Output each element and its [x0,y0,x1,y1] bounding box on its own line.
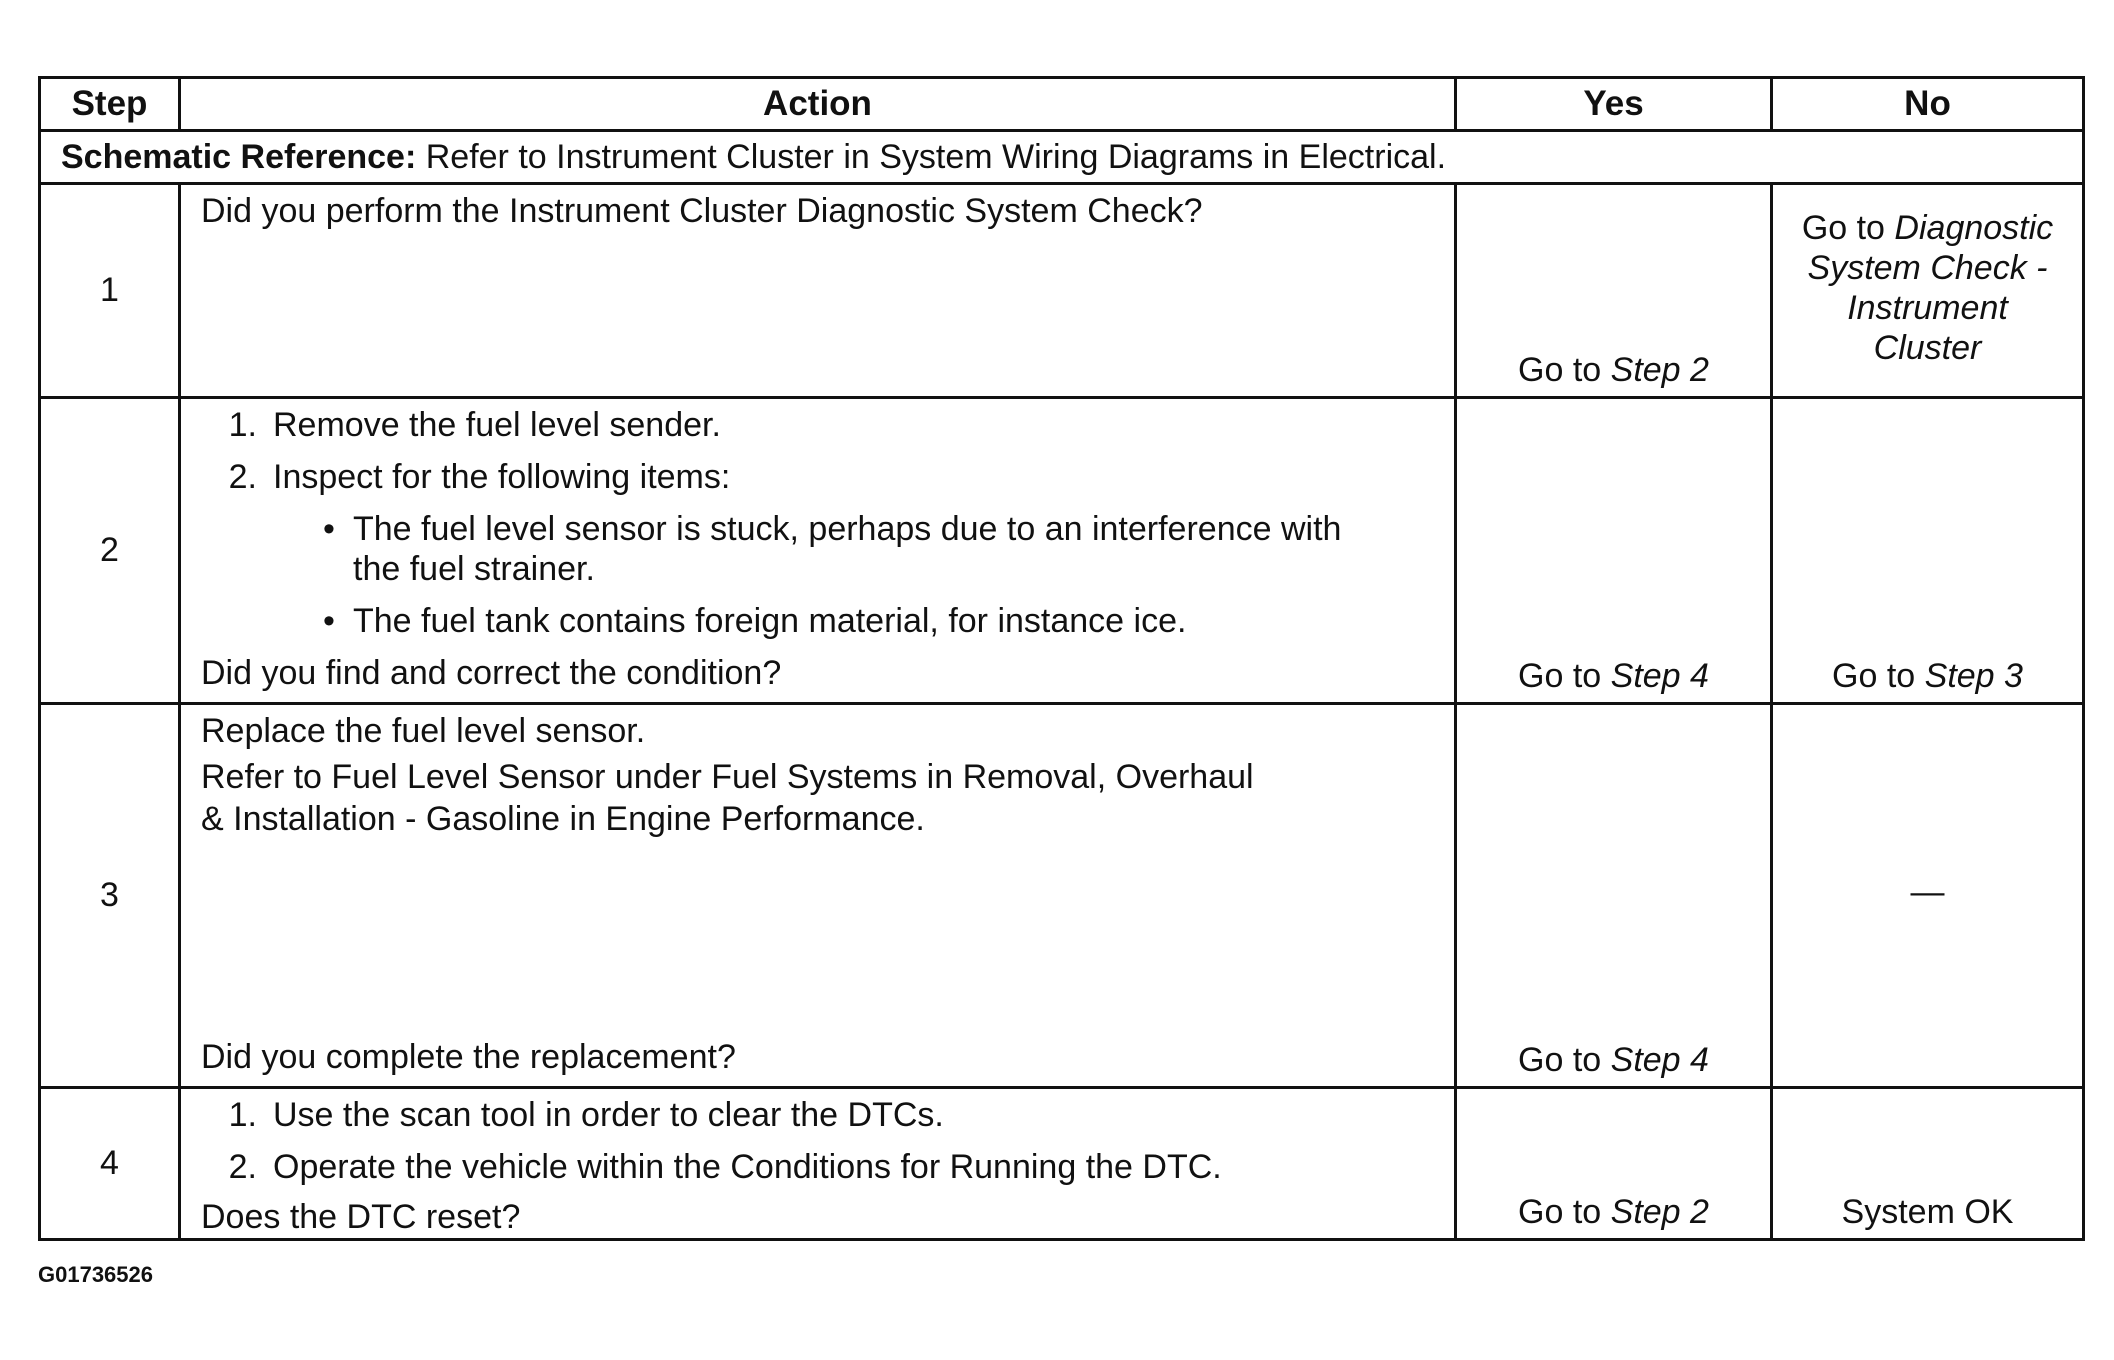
header-yes: Yes [1456,78,1772,131]
table-row [40,1088,2084,1240]
action-text: & Installation - Gasoline in Engine Performance. [201,800,925,838]
item-text: Remove the fuel level sender. [273,406,721,444]
no-ref-link: Diagnostic [1894,208,2054,247]
header-step: Step [40,78,180,131]
action-cell [180,704,1456,1088]
yes-prefix: Go to [1518,1193,1611,1231]
list-item [201,1147,1222,1187]
action-question: Does the DTC reset? [201,1198,521,1236]
schematic-reference [40,131,2084,184]
table-row [40,398,2084,704]
diagnostic-table [38,76,2085,1241]
yes-prefix: Go to [1518,351,1611,389]
item-number: 2. [228,458,257,496]
table-row [40,704,2084,1088]
item-number: 1. [228,406,257,444]
bullet-icon: • [323,602,335,640]
action-cell [180,184,1456,398]
schematic-label: Schematic Reference: [61,137,417,176]
header-no: No [1772,78,2084,131]
schematic-row [40,131,2084,184]
bullet-text: The fuel level sensor is stuck, perhaps due to an interference with [353,510,1342,548]
no-step-link: Step 3 [1924,657,2023,695]
table-row [40,184,2084,398]
yes-prefix: Go to [1518,1041,1611,1079]
bullet-icon: • [323,510,335,548]
figure-id: G01736526 [38,1262,153,1287]
yes-prefix: Go to [1518,657,1611,695]
action-question: Did you complete the replacement? [201,1038,736,1076]
no-prefix: Go to [1801,208,1895,247]
no-ref-link: System Check - [1807,248,2048,287]
step-number: 3 [40,704,180,1088]
action-cell [180,1088,1456,1240]
yes-step-link: Step 2 [1610,351,1709,389]
yes-cell [1456,184,1772,398]
list-item [201,405,721,445]
header-row [40,78,2084,131]
bullet-text-continued: the fuel strainer. [353,550,595,588]
item-number: 2. [228,1148,257,1186]
action-text: Replace the fuel level sensor. [201,712,646,750]
header-action: Action [180,78,1456,131]
item-text: Use the scan tool in order to clear the DTCs. [273,1096,944,1134]
step-number: 4 [40,1088,180,1240]
no-ref-link: Cluster [1873,328,1982,367]
bullet-item [323,509,1341,549]
bullet-item [323,601,1186,641]
yes-step-link: Step 4 [1610,1041,1709,1079]
yes-step-link: Step 2 [1610,1193,1709,1231]
no-cell [1772,184,2084,398]
bullet-text: The fuel tank contains foreign material, for instance ice. [353,602,1187,640]
schematic-text: Refer to Instrument Cluster in System Wiring Diagrams in Electrical. [416,137,1447,176]
action-question: Did you find and correct the condition? [201,654,782,692]
no-cell: System OK [1772,1088,2084,1240]
list-item [201,457,730,497]
list-item [201,1095,944,1135]
item-number: 1. [228,1096,257,1134]
yes-step-link: Step 4 [1610,657,1709,695]
yes-cell [1456,704,1772,1088]
no-cell [1772,398,2084,704]
no-prefix: Go to [1832,657,1925,695]
action-text: Refer to Fuel Level Sensor under Fuel Systems in Removal, Overhaul [201,758,1254,796]
item-text: Operate the vehicle within the Conditions for Running the DTC. [273,1148,1222,1186]
item-text: Inspect for the following items: [273,458,731,496]
yes-cell [1456,1088,1772,1240]
no-ref-link: Instrument [1847,288,2008,327]
yes-cell [1456,398,1772,704]
no-cell: — [1772,704,2084,1088]
step-number: 1 [40,184,180,398]
step-number: 2 [40,398,180,704]
action-cell [180,398,1456,704]
action-text: Did you perform the Instrument Cluster Diagnostic System Check? [201,192,1203,230]
